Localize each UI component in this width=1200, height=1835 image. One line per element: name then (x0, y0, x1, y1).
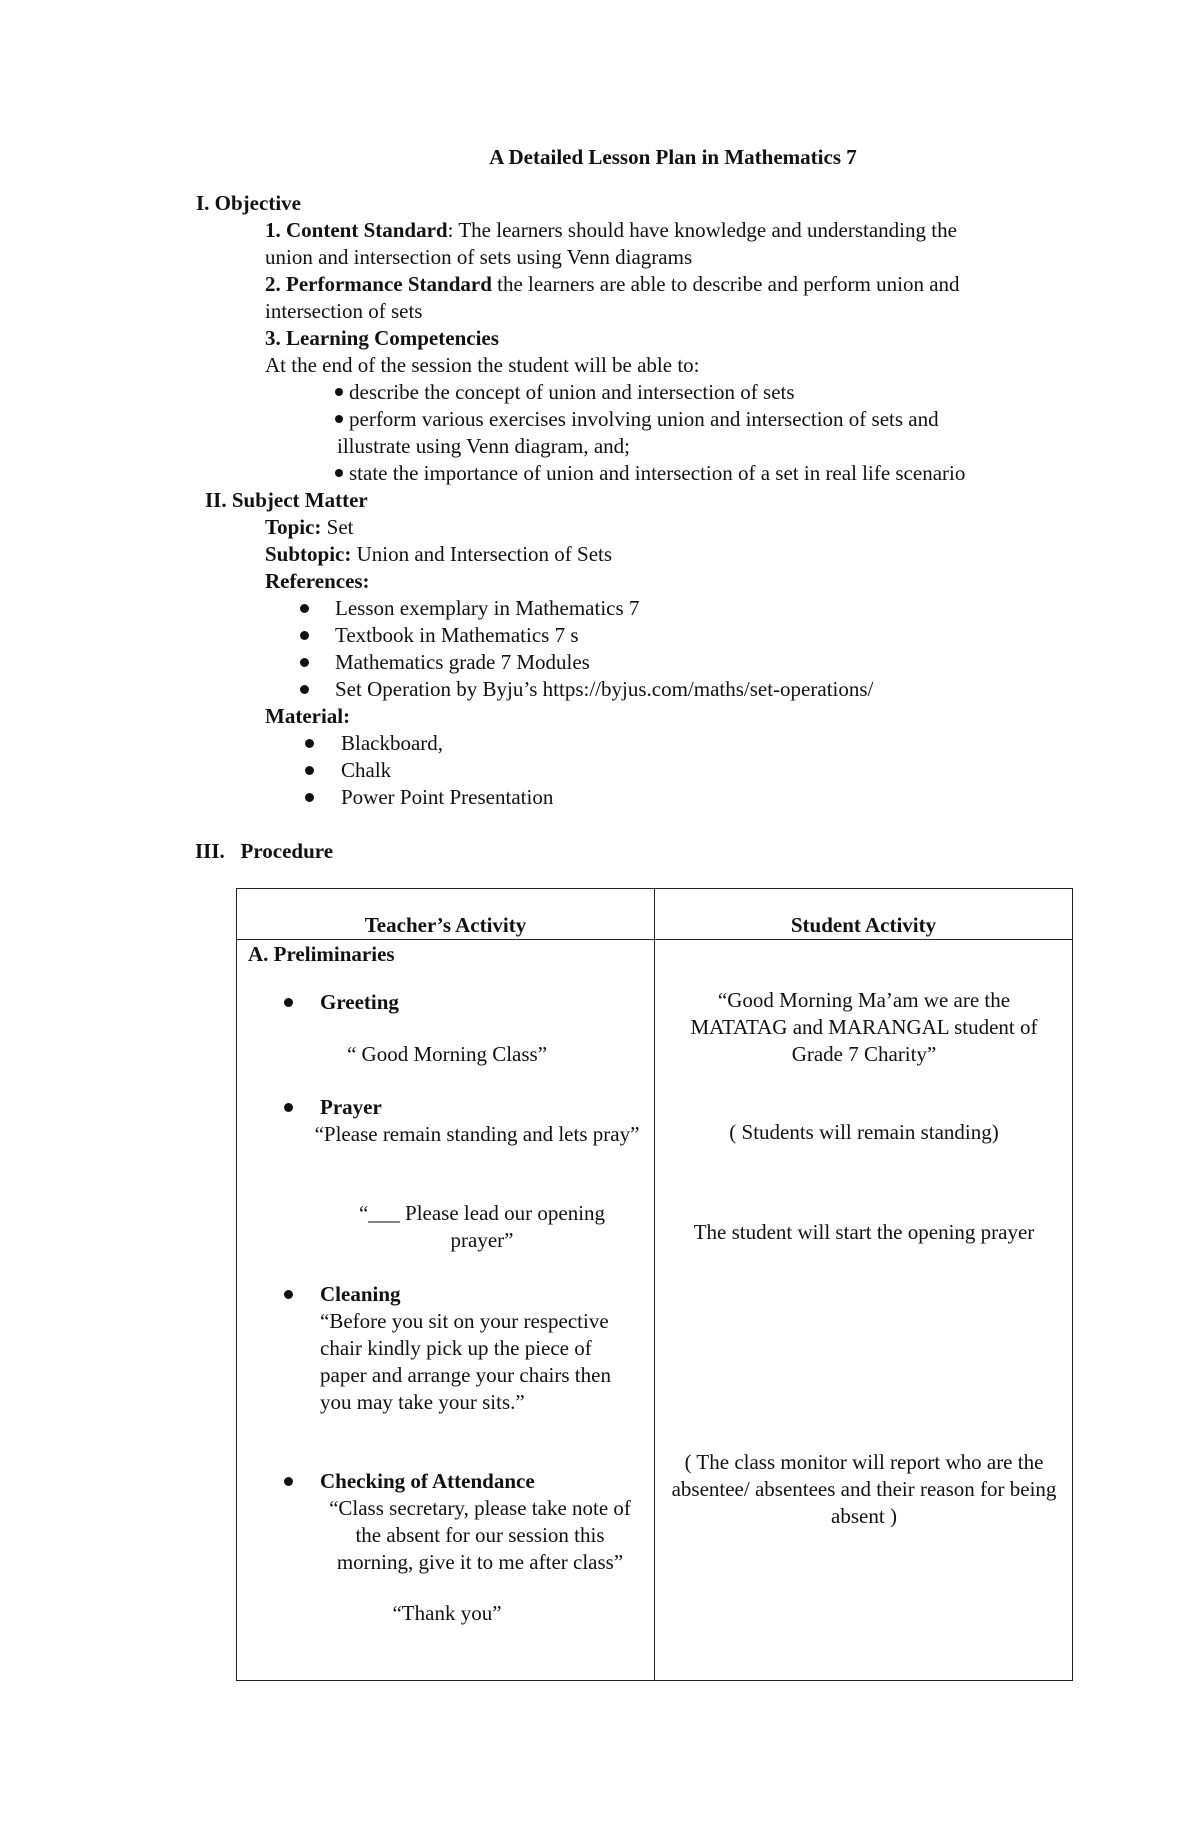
competency-item-cont: illustrate using Venn diagram, and; (337, 434, 630, 458)
content-standard: 1. Content Standard: The learners should have knowledge and understanding the (265, 218, 957, 242)
bullet-icon (335, 415, 343, 423)
teacher-column-header: Teacher’s Activity (237, 889, 655, 940)
bullet-icon (305, 766, 314, 775)
bullet-icon (300, 658, 309, 667)
procedure-table (236, 888, 1073, 1681)
learning-competencies-intro: At the end of the session the student will be able to: (265, 353, 700, 377)
material-item: Chalk (341, 758, 392, 782)
prayer-teacher: “Please remain standing and lets pray” (314, 1122, 640, 1146)
objective-heading: I. Objective (196, 191, 301, 215)
teacher-activity-cell (237, 940, 655, 1681)
bullet-icon (300, 604, 309, 613)
bullet-icon (284, 1290, 293, 1299)
bullet-icon (300, 685, 309, 694)
attendance-student: ( The class monitor will report who are the absentee/ absentees and their reason for being absent ) (671, 1450, 1057, 1528)
student-activity-cell (655, 940, 1073, 1681)
reference-item: Set Operation by Byju’s https://byjus.com/maths/set-operations/ (335, 677, 874, 701)
bullet-icon (335, 388, 343, 396)
greeting-label: Greeting (320, 990, 399, 1014)
performance-standard: 2. Performance Standard the learners are able to describe and perform union and (265, 272, 960, 296)
topic: Topic: Set (265, 515, 354, 539)
reference-item: Mathematics grade 7 Modules (335, 650, 590, 674)
bullet-icon (335, 469, 343, 477)
bullet-icon (305, 739, 314, 748)
bullet-icon (284, 998, 293, 1007)
bullet-icon (284, 1477, 293, 1486)
competency-item: describe the concept of union and intersection of sets (335, 379, 795, 406)
student-column-header: Student Activity (655, 889, 1073, 940)
reference-item: Lesson exemplary in Mathematics 7 (335, 596, 640, 620)
competency-item: perform various exercises involving union and intersection of sets and (335, 406, 939, 433)
cleaning-teacher: “Before you sit on your respective chair kindly pick up the piece of paper and arrange your chairs then you may take your sits.” (320, 1309, 611, 1414)
material-item: Blackboard, (341, 731, 444, 755)
prayer-lead-teacher: “___ Please lead our opening prayer” (358, 1201, 606, 1252)
bullet-icon (305, 793, 314, 802)
competency-item: state the importance of union and intersection of a set in real life scenario (335, 460, 965, 487)
preliminaries-label: A. Preliminaries (248, 942, 395, 966)
bullet-icon (284, 1103, 293, 1112)
prayer-lead-student: The student will start the opening prayer (693, 1220, 1035, 1244)
performance-standard-cont: intersection of sets (265, 299, 423, 323)
subject-matter-heading: II. Subject Matter (205, 488, 368, 512)
subtopic: Subtopic: Union and Intersection of Sets (265, 542, 613, 566)
bullet-icon (300, 631, 309, 640)
content-standard-cont: union and intersection of sets using Venn diagrams (265, 245, 693, 269)
references-label: References: (265, 569, 370, 593)
material-item: Power Point Presentation (341, 785, 554, 809)
attendance-label: Checking of Attendance (320, 1469, 535, 1493)
prayer-student: ( Students will remain standing) (729, 1120, 999, 1144)
attendance-teacher: “Class secretary, please take note of the absent for our session this morning, give it to me after class” (329, 1496, 631, 1574)
prayer-label: Prayer (320, 1095, 382, 1119)
cleaning-label: Cleaning (320, 1282, 401, 1306)
greeting-teacher: “ Good Morning Class” (346, 1042, 548, 1066)
page-title: A Detailed Lesson Plan in Mathematics 7 (489, 145, 857, 169)
procedure-heading: III. Procedure (195, 839, 334, 863)
learning-competencies-label: 3. Learning Competencies (265, 326, 499, 350)
reference-item: Textbook in Mathematics 7 s (335, 623, 579, 647)
greeting-student: “Good Morning Ma’am we are the MATATAG and MARANGAL student of Grade 7 Charity” (690, 988, 1038, 1066)
material-label: Material: (265, 704, 351, 728)
thank-you-teacher: “Thank you” (392, 1601, 502, 1625)
